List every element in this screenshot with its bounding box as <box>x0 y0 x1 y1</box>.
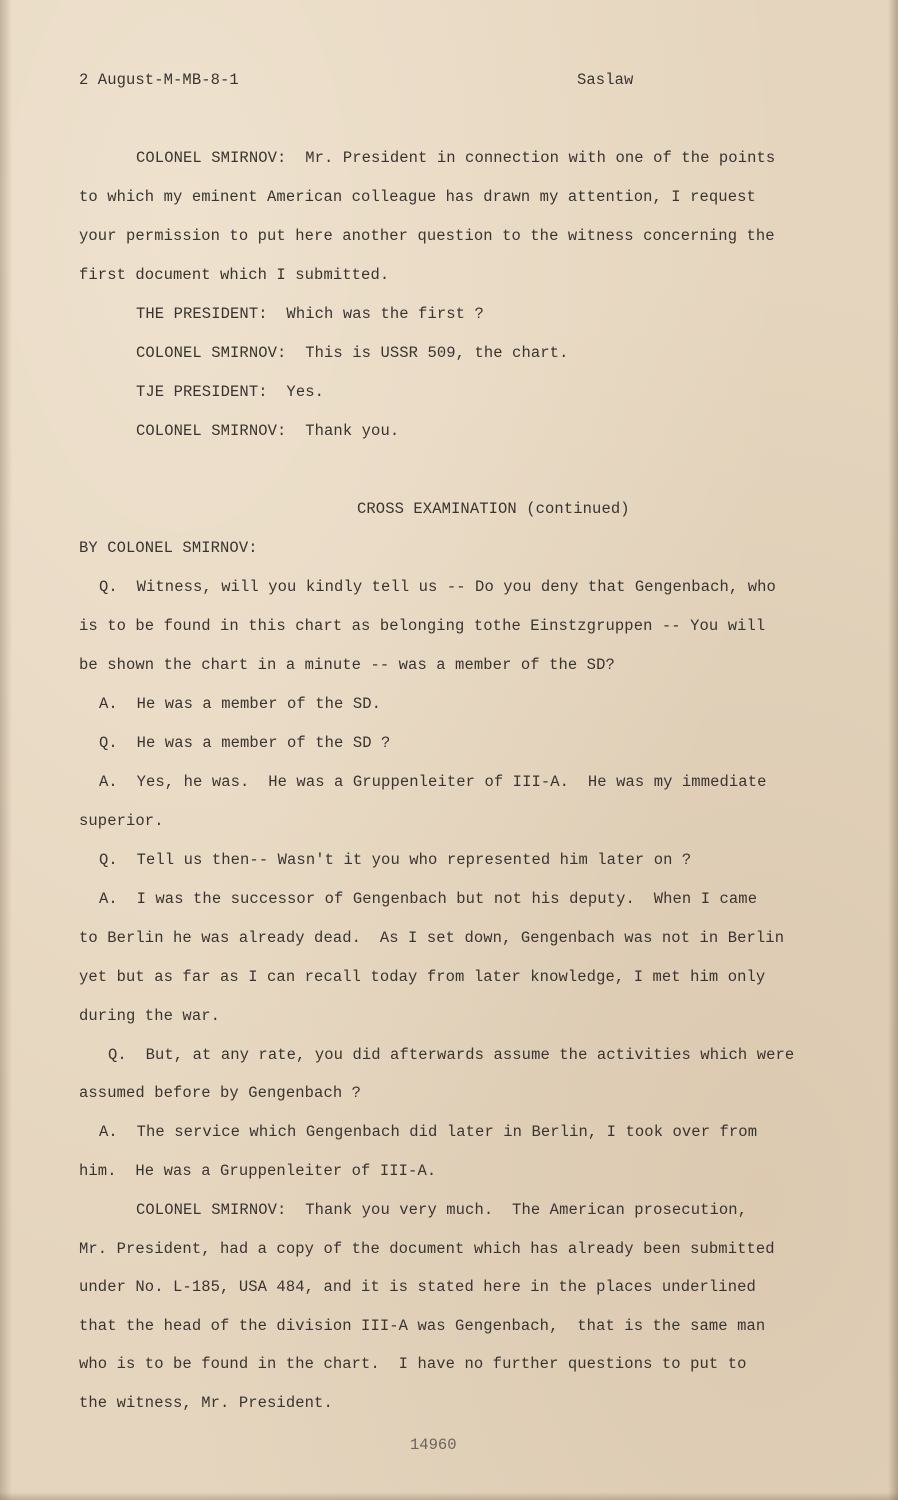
text-line: Q. But, at any rate, you did afterwards assume the activities which were <box>108 1046 795 1064</box>
text-line: A. Yes, he was. He was a Gruppenleiter of III-A. He was my immediate <box>99 773 767 791</box>
text-line: to which my eminent American colleague has drawn my attention, I request <box>79 188 756 206</box>
header-document-code: 2 August-M-MB-8-1 <box>79 71 239 89</box>
text-line: COLONEL SMIRNOV: This is USSR 509, the chart. <box>136 344 569 362</box>
text-line: Q. Tell us then-- Wasn't it you who represented him later on ? <box>99 851 692 869</box>
text-line: under No. L-185, USA 484, and it is stated here in the places underlined <box>79 1278 756 1296</box>
text-line: Mr. President, had a copy of the document which has already been submitted <box>79 1240 775 1258</box>
text-line: A. He was a member of the SD. <box>99 695 382 713</box>
page-left-edge <box>0 0 12 1500</box>
examiner-label: BY COLONEL SMIRNOV: <box>79 539 258 557</box>
text-line: COLONEL SMIRNOV: Thank you very much. The American prosecution, <box>136 1201 748 1219</box>
text-line: TJE PRESIDENT: Yes. <box>136 383 325 401</box>
text-line: Q. Witness, will you kindly tell us -- Do you deny that Gengenbach, who <box>99 578 776 596</box>
page-number: 14960 <box>410 1436 457 1454</box>
text-line: A. I was the successor of Gengenbach but not his deputy. When I came <box>99 890 758 908</box>
text-line: THE PRESIDENT: Which was the first ? <box>136 305 484 323</box>
header-reporter-name: Saslaw <box>577 71 634 89</box>
page-right-edge <box>888 0 898 1500</box>
text-line: him. He was a Gruppenleiter of III-A. <box>79 1162 437 1180</box>
text-line: your permission to put here another question to the witness concerning the <box>79 227 775 245</box>
text-line: first document which I submitted. <box>79 266 390 284</box>
text-line: during the war. <box>79 1007 221 1025</box>
text-line: A. The service which Gengenbach did later in Berlin, I took over from <box>99 1123 758 1141</box>
text-line: that the head of the division III-A was Gengenbach, that is the same man <box>79 1317 766 1335</box>
text-line: the witness, Mr. President. <box>79 1394 333 1412</box>
text-line: COLONEL SMIRNOV: Mr. President in connection with one of the points <box>136 149 776 167</box>
text-line: be shown the chart in a minute -- was a member of the SD? <box>79 656 615 674</box>
text-line: yet but as far as I can recall today from later knowledge, I met him only <box>79 968 766 986</box>
page-bottom-edge <box>0 1492 898 1500</box>
text-line: Q. He was a member of the SD ? <box>99 734 391 752</box>
text-line: superior. <box>79 812 164 830</box>
text-line: COLONEL SMIRNOV: Thank you. <box>136 422 400 440</box>
text-line: to Berlin he was already dead. As I set down, Gengenbach was not in Berlin <box>79 929 785 947</box>
section-heading: CROSS EXAMINATION (continued) <box>357 500 630 518</box>
text-line: who is to be found in the chart. I have no further questions to put to <box>79 1355 747 1373</box>
text-line: is to be found in this chart as belonging tothe Einstzgruppen -- You will <box>79 617 766 635</box>
text-line: assumed before by Gengenbach ? <box>79 1084 362 1102</box>
